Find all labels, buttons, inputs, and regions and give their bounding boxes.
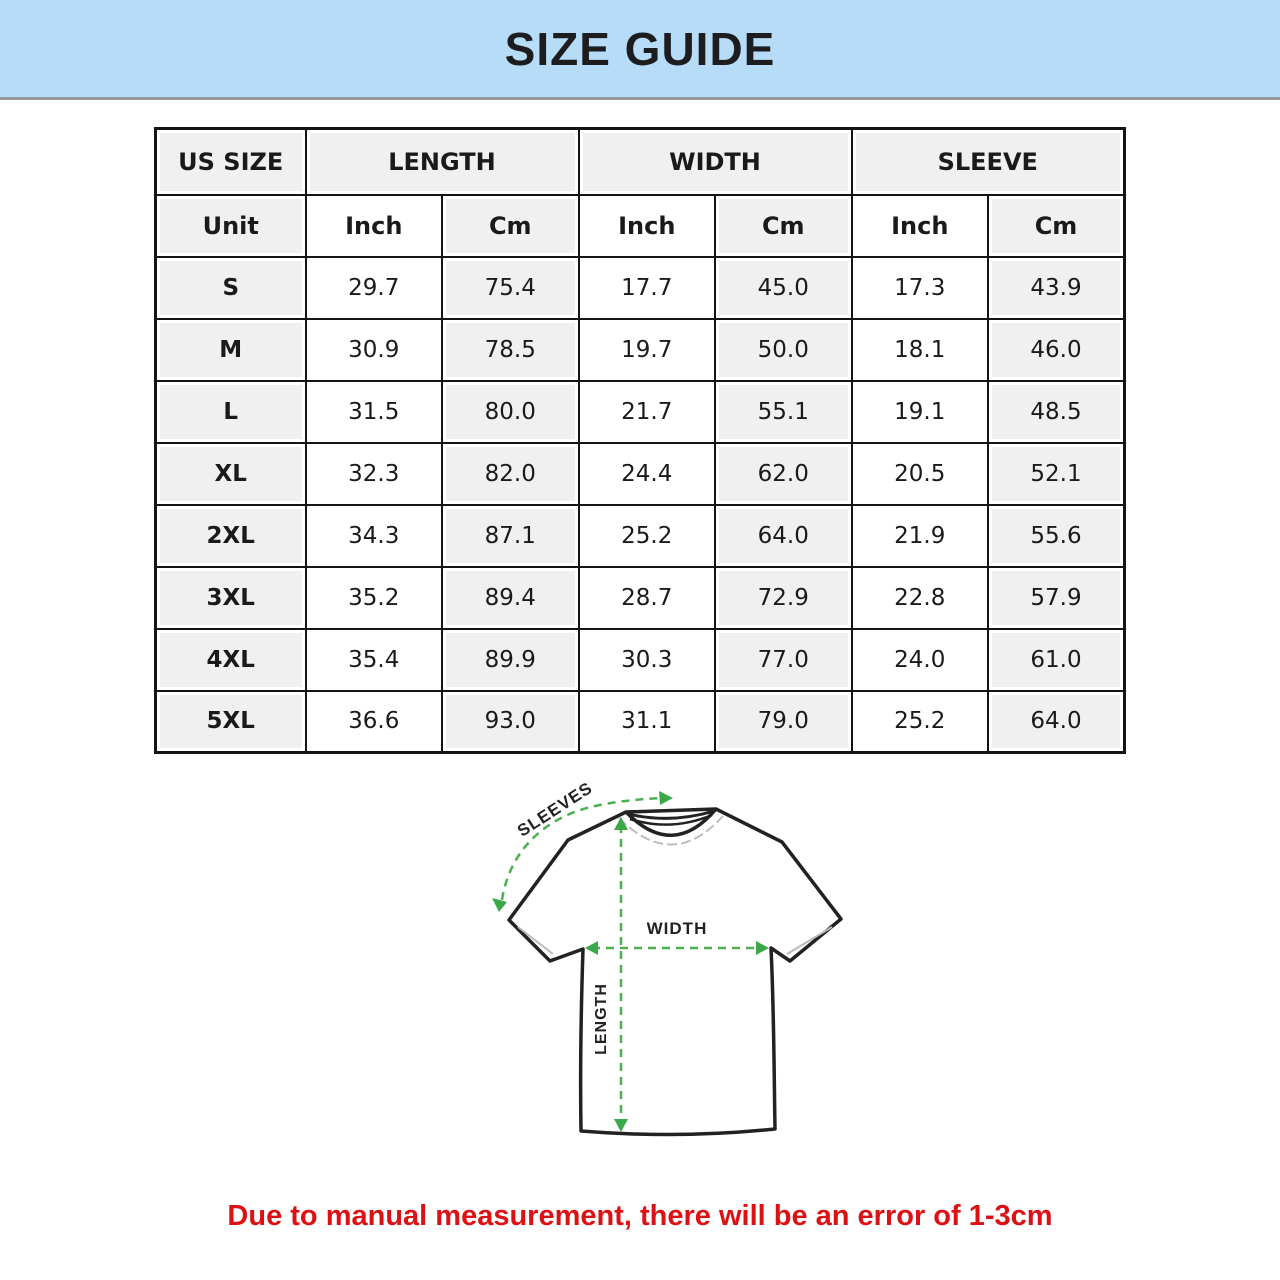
value-cell: 46.0: [988, 319, 1125, 381]
value-cell: 21.7: [579, 381, 716, 443]
value-cell: 89.9: [442, 629, 579, 691]
table-row: [156, 629, 1125, 691]
value-cell: 25.2: [852, 691, 989, 753]
table-row: [156, 505, 1125, 567]
value-cell: 57.9: [988, 567, 1125, 629]
value-cell: 78.5: [442, 319, 579, 381]
value-cell: 77.0: [715, 629, 852, 691]
value-cell: 17.3: [852, 257, 989, 319]
value-cell: 64.0: [988, 691, 1125, 753]
value-cell: 50.0: [715, 319, 852, 381]
value-cell: 35.2: [306, 567, 443, 629]
value-cell: 62.0: [715, 443, 852, 505]
value-cell: 82.0: [442, 443, 579, 505]
unit-row: [156, 195, 1125, 257]
size-cell: 5XL: [156, 691, 306, 753]
value-cell: 55.1: [715, 381, 852, 443]
value-cell: 24.0: [852, 629, 989, 691]
sleeves-label: SLEEVES: [514, 778, 596, 841]
size-cell: L: [156, 381, 306, 443]
value-cell: 28.7: [579, 567, 716, 629]
value-cell: 80.0: [442, 381, 579, 443]
value-cell: 29.7: [306, 257, 443, 319]
table-row: [156, 319, 1125, 381]
value-cell: 24.4: [579, 443, 716, 505]
value-cell: 79.0: [715, 691, 852, 753]
value-cell: 43.9: [988, 257, 1125, 319]
tshirt-measurement-diagram: [440, 762, 900, 1192]
value-cell: 45.0: [715, 257, 852, 319]
tshirt-outline: [509, 809, 841, 1135]
value-cell: 22.8: [852, 567, 989, 629]
value-cell: 21.9: [852, 505, 989, 567]
group-header-width: WIDTH: [579, 129, 852, 195]
value-cell: 61.0: [988, 629, 1125, 691]
length-label: LENGTH: [593, 983, 610, 1055]
value-cell: 31.5: [306, 381, 443, 443]
value-cell: 31.1: [579, 691, 716, 753]
value-cell: 25.2: [579, 505, 716, 567]
table-row: [156, 257, 1125, 319]
value-cell: 30.9: [306, 319, 443, 381]
size-table: [154, 127, 1126, 754]
size-cell: S: [156, 257, 306, 319]
value-cell: 55.6: [988, 505, 1125, 567]
value-cell: 75.4: [442, 257, 579, 319]
value-cell: 19.1: [852, 381, 989, 443]
value-cell: 36.6: [306, 691, 443, 753]
value-cell: 30.3: [579, 629, 716, 691]
unit-cell: Inch: [852, 195, 989, 257]
unit-cell: Inch: [306, 195, 443, 257]
value-cell: 20.5: [852, 443, 989, 505]
value-cell: 34.3: [306, 505, 443, 567]
table-row: [156, 381, 1125, 443]
value-cell: 52.1: [988, 443, 1125, 505]
value-cell: 17.7: [579, 257, 716, 319]
width-label: WIDTH: [646, 919, 708, 938]
value-cell: 19.7: [579, 319, 716, 381]
table-row: [156, 567, 1125, 629]
value-cell: 48.5: [988, 381, 1125, 443]
value-cell: 72.9: [715, 567, 852, 629]
size-cell: M: [156, 319, 306, 381]
unit-cell: Cm: [442, 195, 579, 257]
size-cell: 2XL: [156, 505, 306, 567]
unit-cell: Unit: [156, 195, 306, 257]
size-cell: 4XL: [156, 629, 306, 691]
value-cell: 89.4: [442, 567, 579, 629]
value-cell: 18.1: [852, 319, 989, 381]
size-cell: XL: [156, 443, 306, 505]
size-cell: 3XL: [156, 567, 306, 629]
value-cell: 32.3: [306, 443, 443, 505]
group-header-sleeve: SLEEVE: [852, 129, 1125, 195]
unit-cell: Inch: [579, 195, 716, 257]
value-cell: 93.0: [442, 691, 579, 753]
value-cell: 87.1: [442, 505, 579, 567]
banner: [0, 0, 1280, 100]
group-header-length: LENGTH: [306, 129, 579, 195]
measurement-note: Due to manual measurement, there will be an error of 1-3cm: [227, 1200, 1053, 1232]
value-cell: 35.4: [306, 629, 443, 691]
page-title: SIZE GUIDE: [504, 22, 776, 75]
unit-cell: Cm: [988, 195, 1125, 257]
table-row: [156, 443, 1125, 505]
value-cell: 64.0: [715, 505, 852, 567]
table-row: [156, 691, 1125, 753]
unit-cell: Cm: [715, 195, 852, 257]
group-header-row: [156, 129, 1125, 195]
group-header-us-size: US SIZE: [156, 129, 306, 195]
